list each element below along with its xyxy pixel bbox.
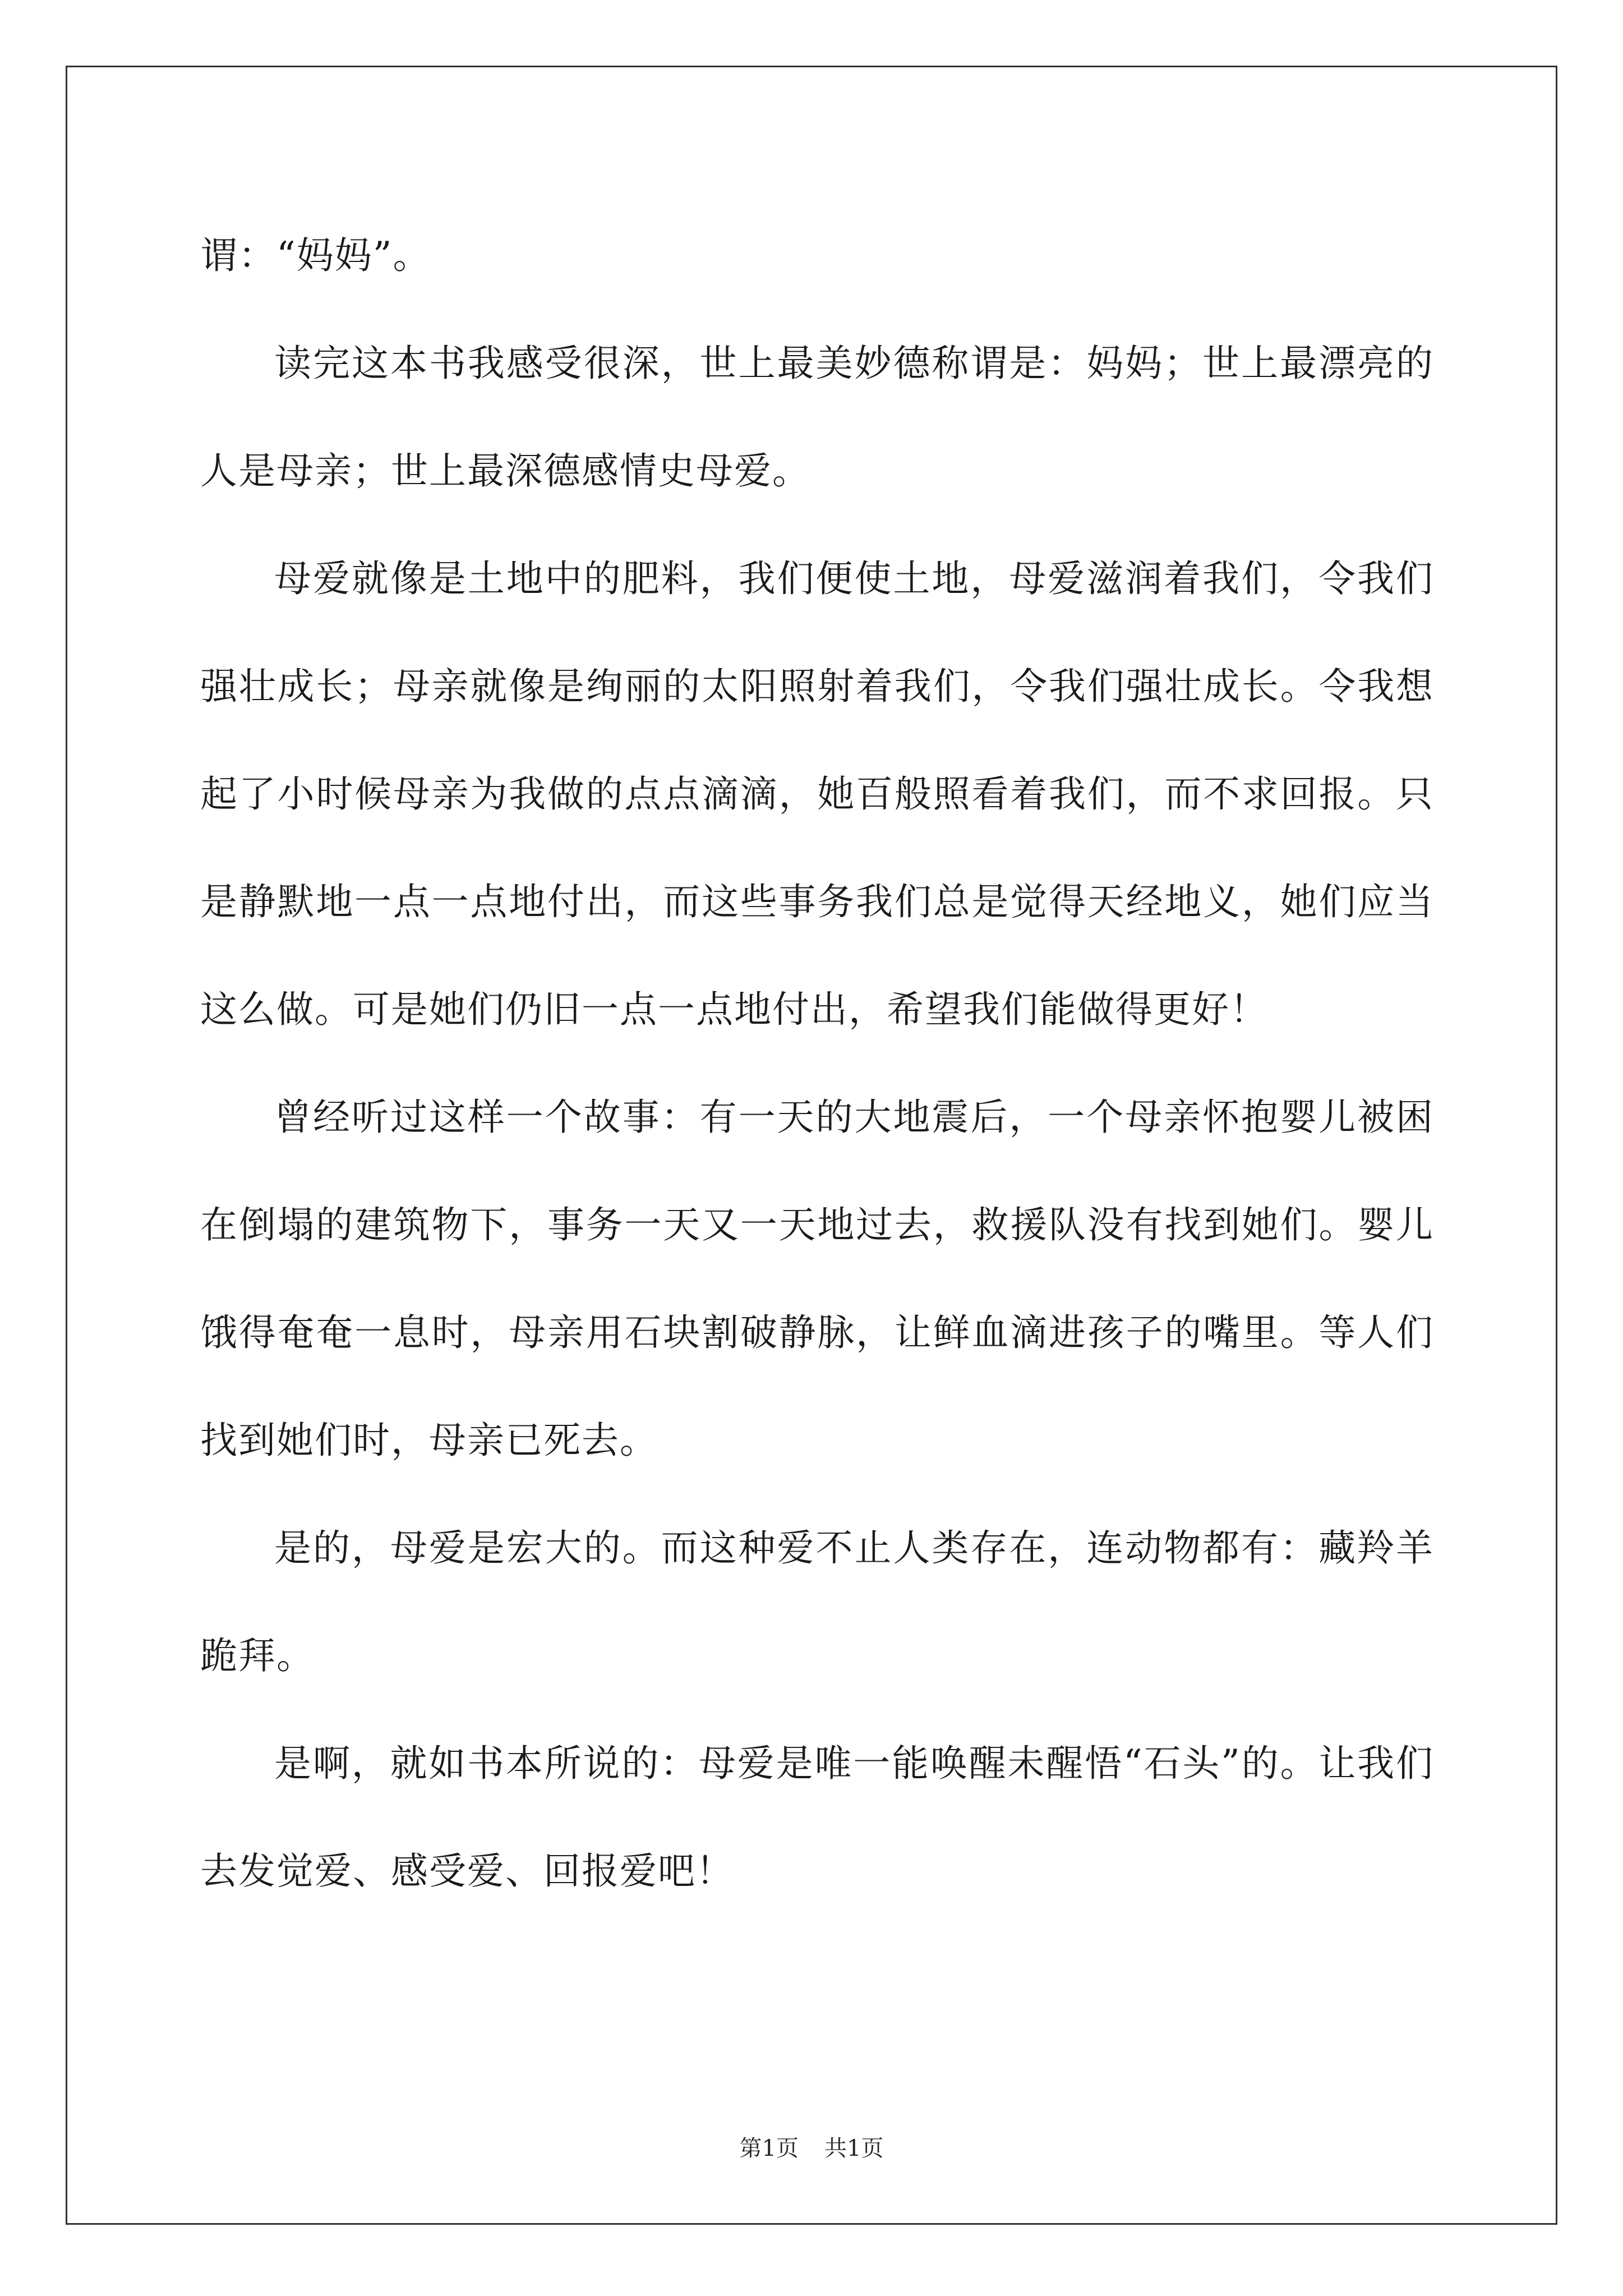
paragraph: 是的，母爱是宏大的。而这种爱不止人类存在，连动物都有：藏羚羊跪拜。 bbox=[200, 1526, 1434, 1677]
paragraph-continuation: 谓：“妈妈”。 bbox=[200, 234, 431, 277]
paragraph: 母爱就像是土地中的肥料，我们便使土地，母爱滋润着我们，令我们强壮成长；母亲就像是绚丽的太阳照射着我们，令我们强壮成长。令我想起了小时候母亲为我做的点点滴滴，她百般照看着我们，而不求回报。只是静默地一点一点地付出，而这些事务我们总是觉得天经地义，她们应当这么做。可是她们仍旧一点一点地付出，希望我们能做得更好！ bbox=[200, 557, 1434, 1031]
paragraph: 读完这本书我感受很深，世上最美妙德称谓是：妈妈；世上最漂亮的人是母亲；世上最深德感情史母爱。 bbox=[200, 342, 1434, 493]
paragraph: 曾经听过这样一个故事：有一天的大地震后，一个母亲怀抱婴儿被困在倒塌的建筑物下，事务一天又一天地过去，救援队没有找到她们。婴儿饿得奄奄一息时，母亲用石块割破静脉，让鲜血滴进孩子的嘴里。等人们找到她们时，母亲已死去。 bbox=[200, 1096, 1434, 1462]
page-number-current: 第1页 bbox=[739, 2136, 799, 2161]
document-body bbox=[200, 202, 1434, 1925]
paragraph: 是啊，就如书本所说的：母爱是唯一能唤醒未醒悟“石头”的。让我们去发觉爱、感受爱、回报爱吧！ bbox=[200, 1742, 1434, 1893]
page-number-total: 共1页 bbox=[824, 2136, 884, 2161]
page-footer bbox=[0, 2134, 1623, 2162]
